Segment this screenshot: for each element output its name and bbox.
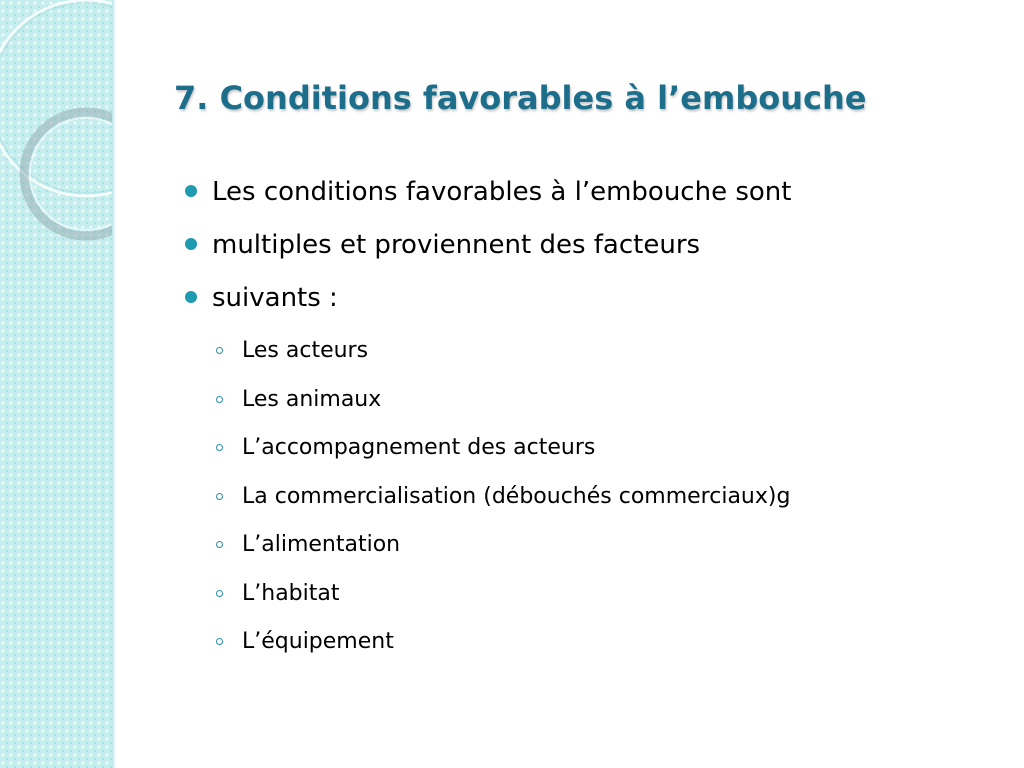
sub-bullet-text: L’accompagnement des acteurs	[242, 435, 596, 460]
bullet-item	[182, 219, 1002, 272]
slide-title: 7. Conditions favorables à l’embouche	[174, 79, 867, 117]
sub-bullet-text: Les animaux	[242, 386, 382, 412]
bullet-dot-icon	[185, 238, 197, 250]
sub-bullet-item	[182, 618, 1002, 667]
side-strip-edge	[112, 0, 116, 768]
sub-bullet-text: L’équipement	[242, 629, 394, 654]
bullet-ring-icon	[216, 396, 223, 403]
sub-bullet-list	[182, 327, 1002, 667]
sub-bullet-text: La commercialisation (débouchés commerciaux)g	[242, 483, 791, 509]
bullet-list	[182, 166, 1002, 325]
bullet-dot-icon	[185, 185, 197, 197]
sub-bullet-item	[182, 521, 1002, 570]
bullet-item	[182, 166, 1002, 219]
bullet-ring-icon	[216, 493, 223, 500]
bullet-item	[182, 272, 1002, 325]
sub-bullet-item	[182, 376, 1002, 425]
bullet-text: suivants :	[212, 283, 338, 313]
sub-bullet-item	[182, 473, 1002, 522]
bullet-ring-icon	[216, 590, 223, 597]
sub-bullet-item	[182, 327, 1002, 376]
bullet-ring-icon	[216, 347, 223, 354]
sub-bullet-text: L’habitat	[242, 580, 340, 606]
slide-content	[182, 166, 1002, 667]
bullet-ring-icon	[216, 541, 223, 548]
bullet-ring-icon	[216, 638, 223, 645]
sub-bullet-text: L’alimentation	[242, 532, 401, 557]
bullet-text: multiples et proviennent des facteurs	[212, 230, 701, 260]
sub-bullet-item	[182, 424, 1002, 473]
side-pattern-strip	[0, 0, 112, 768]
decorative-circles	[0, 0, 112, 260]
bullet-dot-icon	[185, 291, 197, 303]
bullet-ring-icon	[216, 444, 223, 451]
sub-bullet-text: Les acteurs	[242, 338, 369, 363]
bullet-text: Les conditions favorables à l’embouche sont	[212, 177, 792, 207]
sub-bullet-item	[182, 570, 1002, 619]
